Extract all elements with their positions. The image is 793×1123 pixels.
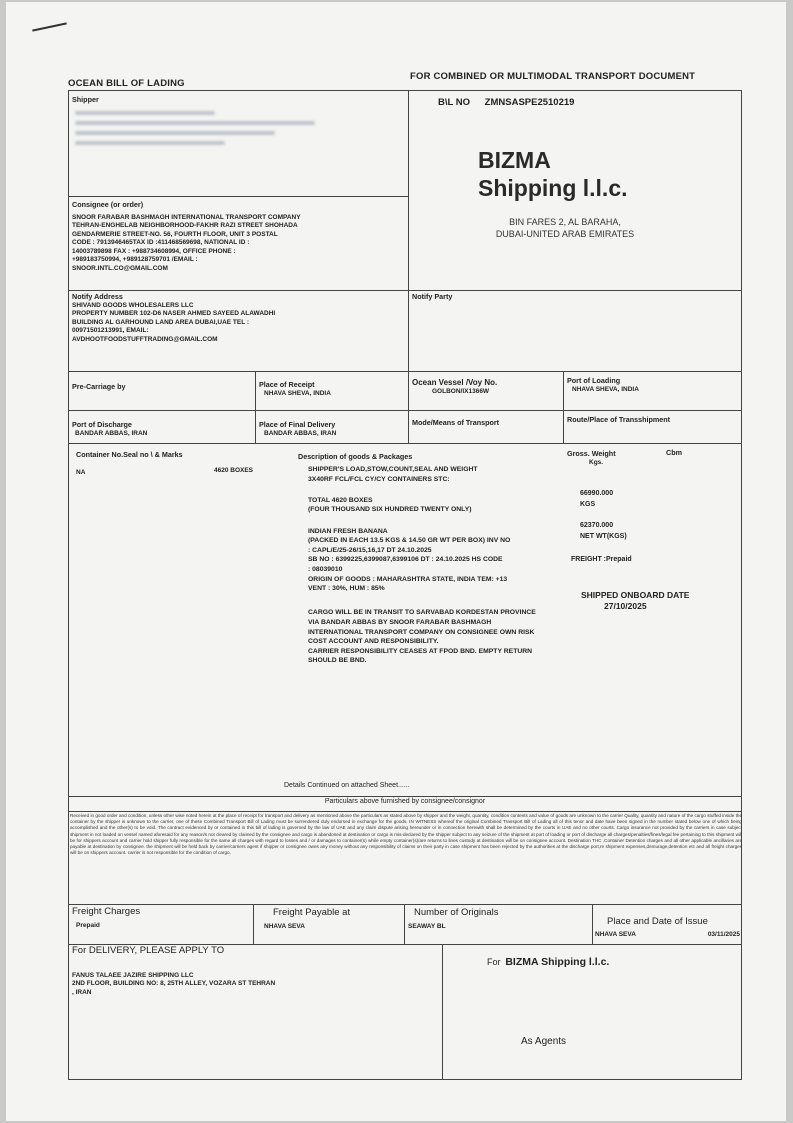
notify-address-section	[72, 293, 406, 344]
divider	[68, 290, 742, 291]
port-of-loading-label: Port of Loading	[567, 376, 621, 385]
originals-value: SEAWAY BL	[408, 922, 446, 930]
description-line	[308, 515, 578, 525]
consignee-line: 14003789898 FAX : +988734608994, OFFICE PHONE :	[72, 247, 236, 255]
freight-charges-cell	[72, 908, 250, 930]
issue-place-value: NHAVA SEVA	[595, 930, 636, 938]
cbm-label: Cbm	[666, 448, 682, 457]
ocean-vessel-cell	[412, 379, 560, 396]
cbm-header	[666, 449, 716, 458]
onboard-section	[581, 590, 731, 612]
bl-number-row	[438, 99, 738, 108]
description-line: VENT : 30%, HUM : 85%	[308, 585, 385, 593]
continued-note: Details Continued on attached Sheet......	[284, 782, 410, 789]
carrier-address-line: DUBAI-UNITED ARAB EMIRATES	[495, 229, 635, 239]
description-line: SHIPPER'S LOAD,STOW,COUNT,SEAL AND WEIGHT	[308, 466, 478, 473]
marks-value: NA	[76, 469, 86, 476]
description-line: INDIAN FRESH BANANA	[308, 527, 388, 535]
port-of-discharge-label: Port of Discharge	[72, 420, 132, 429]
port-of-discharge-cell	[72, 421, 252, 438]
weights-column	[580, 488, 660, 542]
description-line: VIA BANDAR ABBAS BY SNOOR FARABAR BASHMAGH	[308, 618, 492, 626]
notify-address-line: SHIVAND GOODS WHOLESALERS LLC	[72, 301, 194, 309]
divider	[68, 371, 742, 372]
description-header	[298, 453, 498, 462]
delivery-section	[72, 947, 432, 997]
divider	[255, 371, 256, 443]
carrier-address-line: BIN FARES 2, AL BARAHA,	[509, 217, 621, 227]
description-line: 3X40RF FCL/FCL CY/CY CONTAINERS STC:	[308, 475, 450, 483]
divider	[408, 90, 409, 371]
description-line: CARGO WILL BE IN TRANSIT TO SARVABAD KORDESTAN PROVINCE	[308, 609, 536, 617]
redacted-shipper-text	[75, 121, 315, 125]
bl-label: B\L NO	[438, 97, 471, 108]
description-line: (FOUR THOUSAND SIX HUNDRED TWENTY ONLY)	[308, 506, 472, 514]
place-of-receipt-cell	[259, 381, 404, 398]
ocean-vessel-label: Ocean Vessel /Voy No.	[412, 378, 498, 387]
description-line: TOTAL 4620 BOXES	[308, 496, 373, 504]
freight-payable-label: Freight Payable at	[273, 907, 351, 918]
divider	[68, 796, 742, 797]
redacted-shipper-text	[75, 131, 275, 135]
consignee-line: CODE : 7913946465TAX ID :411468569698, NATIONAL ID :	[72, 239, 250, 246]
notify-address-line: PROPERTY NUMBER 102-D6 NASER AHMED SAYEED ALAWADHI	[72, 310, 276, 317]
for-company: BIZMA Shipping l.l.c.	[505, 956, 610, 968]
notify-address-line: BUILDING AL GARHOUND LAND AREA DUBAI,UAE TEL :	[72, 318, 250, 326]
final-delivery-value: BANDAR ABBAS, IRAN	[264, 429, 337, 437]
divider	[68, 443, 742, 444]
originals-label: Number of Originals	[414, 907, 499, 918]
divider	[253, 904, 254, 944]
carrier-logo-text	[478, 146, 738, 202]
gross-weight-value: 66990.000	[580, 490, 614, 497]
notify-address-line: 00971501213991, EMAIL:	[72, 327, 149, 334]
shipper-section	[72, 96, 402, 105]
net-weight-value: 62370.000	[580, 522, 614, 529]
consignee-line: TEHRAN-ENGHELAB NEIGHBORHOOD-FAKHR RAZI STREET SHOHADA	[72, 222, 298, 229]
issue-date-value: 03/11/2025	[707, 930, 740, 938]
carrier-name-line2: Shipping l.l.c.	[478, 175, 628, 201]
transshipment-cell	[567, 416, 739, 425]
divider	[442, 944, 443, 1080]
freight-payable-value: NHAVA SEVA	[264, 922, 305, 930]
freight-payable-cell	[258, 909, 400, 931]
notify-address-line: AVDHOOTFOODSTUFFTRADING@GMAIL.COM	[72, 335, 218, 343]
carrier-name-line1: BIZMA	[478, 147, 551, 173]
description-line	[308, 484, 578, 494]
consignee-line: GENDARMERIE STREET-NO. 56, FOURTH FLOOR, UNIT 3 POSTAL	[72, 230, 278, 238]
as-agents: As Agents	[521, 1036, 567, 1047]
package-count: 4620 BOXES	[214, 467, 254, 474]
carrier-address	[470, 216, 660, 240]
pre-carriage-label: Pre-Carriage by	[72, 382, 126, 391]
notify-address-label: Notify Address	[72, 292, 123, 301]
goods-description	[308, 465, 578, 666]
weight-unit-label: Kgs.	[589, 458, 604, 466]
divider	[563, 371, 564, 443]
divider	[68, 410, 742, 411]
consignee-line: SNOOR FARABAR BASHMAGH INTERNATIONAL TRANSPORT COMPANY	[72, 213, 301, 221]
description-line: ORIGIN OF GOODS : MAHARASHTRA STATE, INDIA TEM: +13	[308, 575, 508, 583]
consignee-line: SNOOR.INTL.CO@GMAIL.COM	[72, 264, 168, 272]
marks-header	[76, 451, 276, 460]
delivery-line: , IRAN	[72, 988, 92, 996]
description-line: INTERNATIONAL TRANSPORT COMPANY ON CONSIGNEE OWN RISK	[308, 628, 535, 636]
divider	[68, 811, 742, 812]
place-of-receipt-label: Place of Receipt	[259, 380, 315, 389]
onboard-label: SHIPPED ONBOARD DATE	[581, 590, 690, 600]
mode-of-transport-label: Mode/Means of Transport	[412, 418, 500, 427]
net-weight-label: NET WT(KGS)	[580, 533, 627, 540]
shipper-label: Shipper	[72, 95, 99, 104]
document-title: OCEAN BILL OF LADING	[68, 78, 185, 89]
gross-weight-label: Gross. Weight	[567, 449, 616, 458]
onboard-date: 27/10/2025	[604, 601, 647, 611]
consignee-section	[72, 201, 406, 273]
consignee-label: Consignee (or order)	[72, 200, 144, 209]
for-label: For	[487, 957, 501, 967]
mode-of-transport-cell	[412, 419, 560, 428]
notify-party-label: Notify Party	[412, 292, 453, 301]
weight-header	[567, 450, 667, 467]
place-of-receipt-value: NHAVA SHEVA, INDIA	[264, 389, 331, 397]
redacted-shipper-text	[75, 111, 215, 115]
final-delivery-label: Place of Final Delivery	[259, 420, 336, 429]
consignee-line: +989183750994, +989128759701 /EMAIL :	[72, 256, 198, 263]
divider	[408, 371, 409, 443]
description-line: CARRIER RESPONSIBILITY CEASES AT FPOD BND. EMPTY RETURN	[308, 647, 533, 655]
delivery-line: 2ND FLOOR, BUILDING NO: 8, 25TH ALLEY, VOZARA ST TEHRAN	[72, 980, 276, 987]
description-line	[308, 594, 578, 604]
description-line: (PACKED IN EACH 13.5 KGS & 14.50 GR WT PER BOX) INV NO	[308, 537, 511, 545]
port-of-loading-cell	[567, 377, 739, 394]
final-delivery-cell	[259, 421, 404, 438]
delivery-line: FANUS TALAEE JAZIRE SHIPPING LLC	[72, 971, 194, 979]
place-date-cell	[595, 918, 740, 939]
divider	[592, 904, 593, 944]
gross-weight-unit: KGS	[580, 501, 596, 508]
ocean-vessel-value: GOLBON/IX1366W	[432, 387, 490, 395]
marks-label: Container No.Seal no \ & Marks	[76, 450, 183, 459]
description-line: SHOULD BE BND.	[308, 657, 367, 665]
divider	[68, 904, 742, 905]
particulars-note: Particulars above furnished by consignee/consignor	[324, 798, 486, 805]
description-label: Description of goods & Packages	[298, 452, 413, 461]
pre-carriage-cell	[72, 383, 252, 392]
description-line: SB NO : 6399225,6399087,6399106 DT : 24.10.2025 HS CODE	[308, 556, 503, 564]
freight-charges-value: Prepaid	[76, 921, 100, 929]
port-of-loading-value: NHAVA SHEVA, INDIA	[572, 385, 639, 393]
delivery-label: For DELIVERY, PLEASE APPLY TO	[72, 945, 225, 956]
description-line: : CAPL/E/25-26/15,16,17 DT 24.10.2025	[308, 546, 432, 554]
freight-charges-label: Freight Charges	[72, 906, 141, 917]
originals-cell	[408, 909, 588, 931]
signature-for-line	[487, 958, 687, 969]
terms-and-conditions: Received in good order and condition, unless other wise noted herein at the place of receipt for transport and delivery as mentioned above the particulars as stated above by shipper and the weight, quantity, condition contents and value of goods are unknown to the carrier Quality, quantity and nature of the cargo stuffed inside the container by the shipper is unknown to the carrier, one of these Combined Transport Bill of Lading must be surrendered duly endorsed in exchange for the goods. IN WITNESS whereof the original Combined Transport Bill of Lading all of this tenor and date have been signed in the number stated below one of which being accomplished and the other(s) to be void. The contract evidenced by or contained in this bill of lading is governed by the law of UAE and any claim dispute arising hereunder or in connection herewith shall be determined by the courts in UAE and no other courts. Cargo insurance not provided by the carriers in case subject shipment in not loaded on vessel named aforesaid for any reason/s not cleared by claimed by the consignee and cargo is abandoned at destination or cargo is mis-declared by the shipper subject to any seizure of the shipment at port of loading or port of discharge all charges/penalties/fines/legal fee pertaining to this shipment will be for shippers account and carrier hold shipper fully responsible for the same all charges with regard to losses and / or damages to container(s) while empty container(s)/are returns to lines custody at destination will be on consignee account. Destination THC ,Container Detention charges and all other applicable ancillaries are payable at destination by consignee. the shipment will be held back by carrier/carriers agent if shipper or consignee owes any money without any responsibility of claims on their party in case shipment has been rejected by the authorities at the discharge port,re shipment expenses,demurage,detention etc and all freight charges will be on shippers account. carrier is not responsible for the condition of cargo.	[70, 813, 742, 856]
redacted-shipper-text	[75, 141, 225, 145]
divider	[68, 196, 408, 197]
place-date-label: Place and Date of Issue	[607, 916, 708, 927]
description-line: : 08039010	[308, 565, 343, 573]
freight-note: FREIGHT :Prepaid	[571, 556, 632, 563]
port-of-discharge-value: BANDAR ABBAS, IRAN	[75, 429, 148, 437]
document-subtitle: FOR COMBINED OR MULTIMODAL TRANSPORT DOCUMENT	[410, 71, 696, 82]
description-line: COST ACCOUNT AND RESPONSIBILITY.	[308, 638, 439, 646]
notify-party-section	[412, 293, 732, 302]
bl-number: ZMNSASPE2510219	[484, 97, 575, 108]
transshipment-label: Route/Place of Transshipment	[567, 415, 671, 424]
divider	[404, 904, 405, 944]
